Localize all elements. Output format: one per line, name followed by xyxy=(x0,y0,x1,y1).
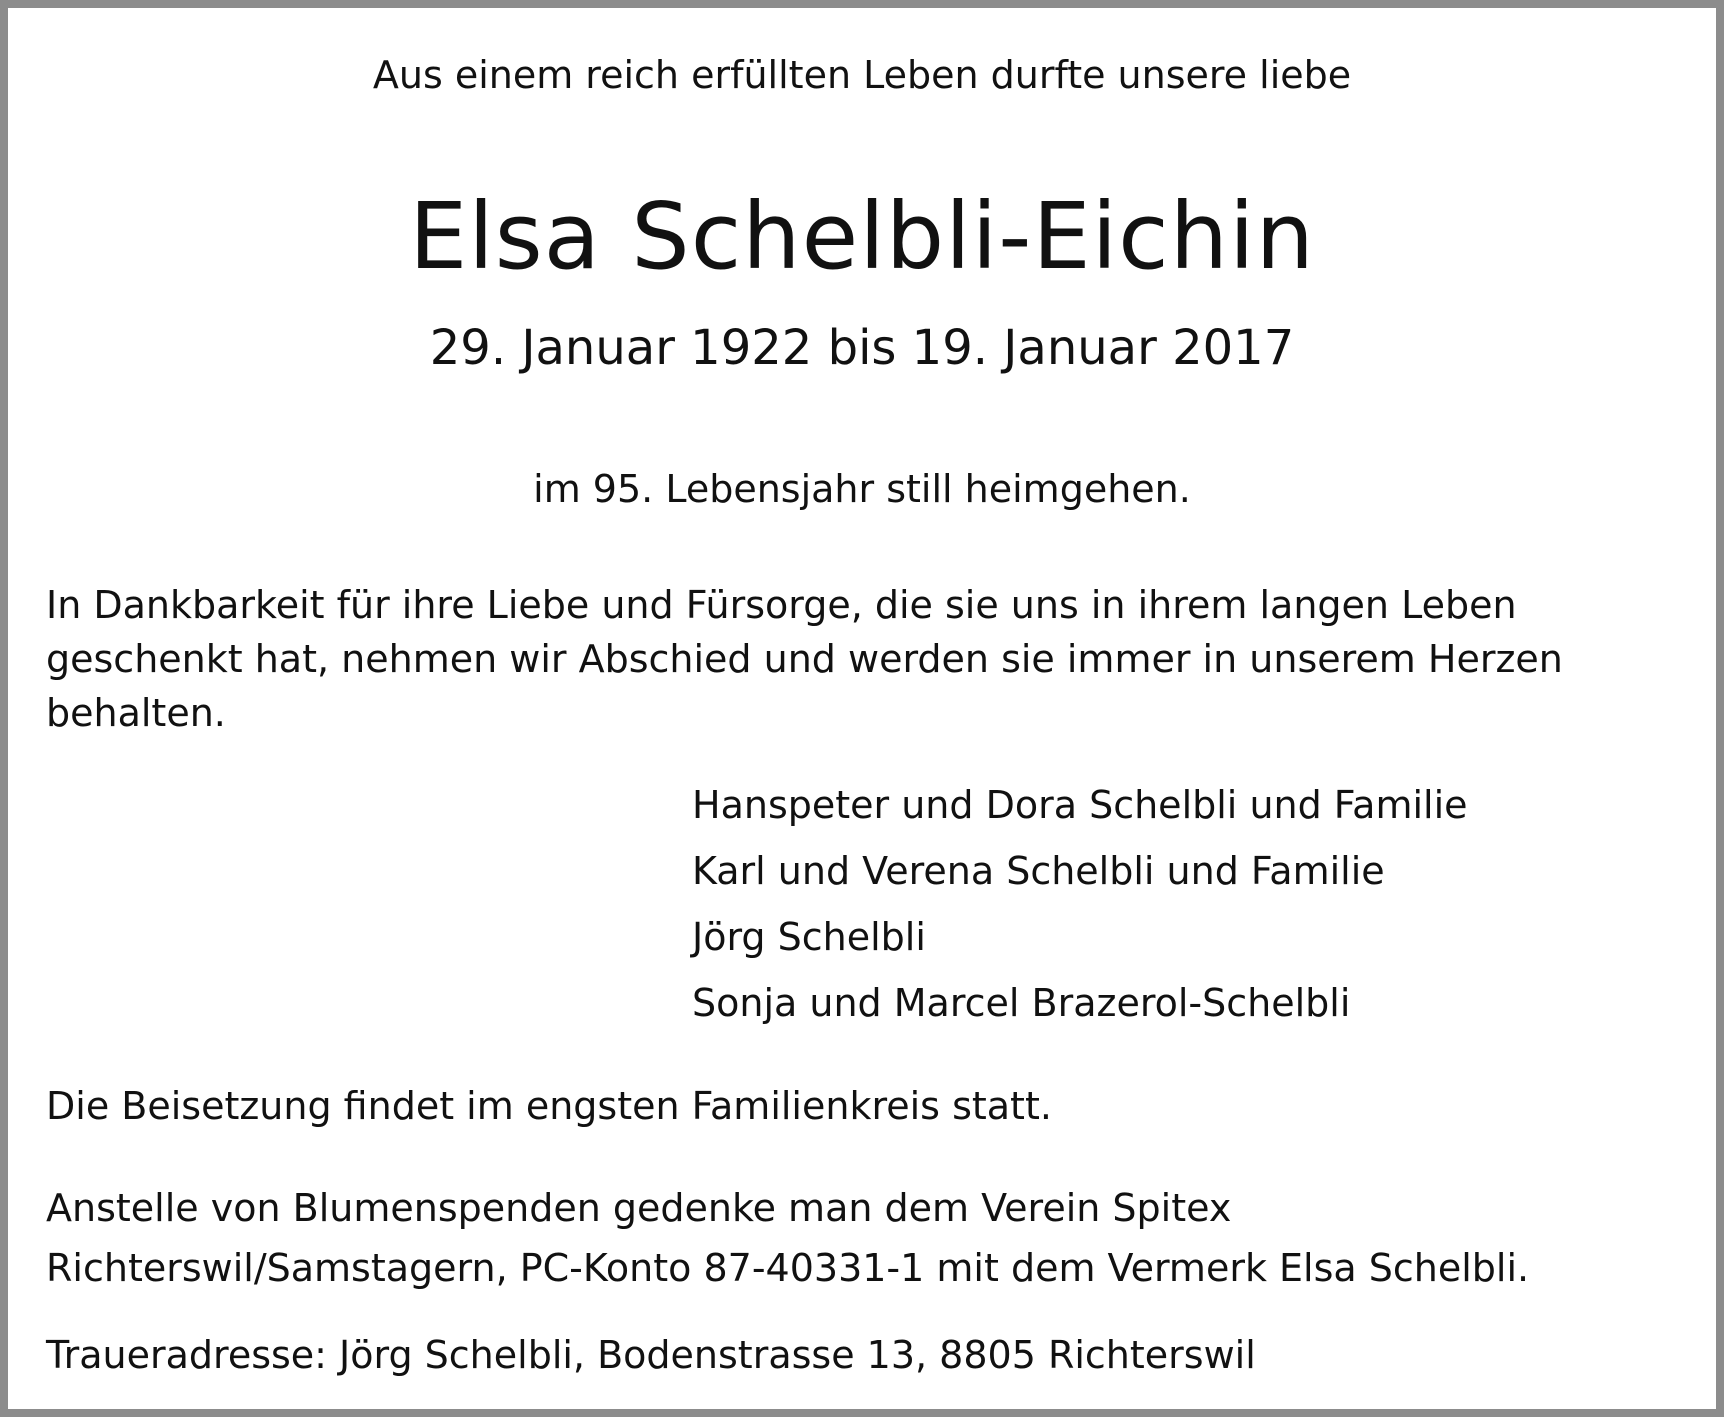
mourner-entry: Karl und Verena Schelbli und Familie xyxy=(692,849,1385,893)
mourner-entry: Jörg Schelbli xyxy=(692,915,926,959)
deceased-name: Elsa Schelbli-Eichin xyxy=(409,183,1315,290)
donation-line-1: Anstelle von Blumenspenden gedenke man dem Verein Spitex xyxy=(46,1186,1232,1230)
mourner-entry: Sonja und Marcel Brazerol-Schelbli xyxy=(692,981,1351,1025)
life-dates: 29. Januar 1922 bis 19. Januar 2017 xyxy=(429,320,1295,376)
gratitude-paragraph: In Dankbarkeit für ihre Liebe und Fürsorge, die sie uns in ihrem langen Leben geschenkt hat, nehmen wir Abschied und werden sie immer in unserem Herzen behalten. xyxy=(46,583,1563,735)
mourners-list xyxy=(692,772,1468,1036)
donation-note xyxy=(46,1178,1529,1298)
burial-note: Die Beisetzung findet im engsten Familienkreis statt. xyxy=(46,1084,1052,1128)
intro-line: Aus einem reich erfüllten Leben durfte unsere liebe xyxy=(372,53,1352,97)
age-line: im 95. Lebensjahr still heimgehen. xyxy=(533,467,1191,511)
mourner-entry: Hanspeter und Dora Schelbli und Familie xyxy=(692,783,1468,827)
mourning-address: Traueradresse: Jörg Schelbli, Bodenstrasse 13, 8805 Richterswil xyxy=(46,1333,1256,1377)
donation-line-2: Richterswil/Samstagern, PC-Konto 87-40331-1 mit dem Vermerk Elsa Schelbli. xyxy=(46,1246,1530,1290)
